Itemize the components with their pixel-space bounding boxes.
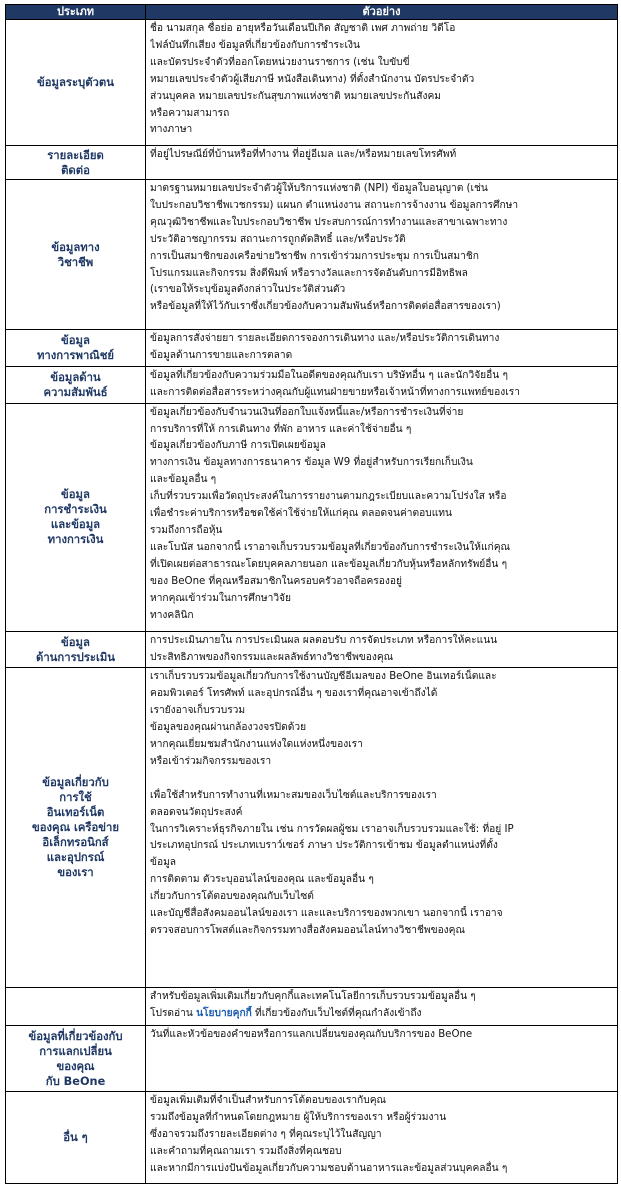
row-category	[6, 1026, 146, 1092]
category-line: อินเทอร์เน็ต	[46, 806, 105, 820]
example-line: หากคุณเยี่ยมชมสำนักงานแห่งใดแห่งหนึ่งของเรา	[150, 739, 363, 751]
example-line: ใบประกอบวิชาชีพเวชกรรม) แผนก ตำแหน่งงาน สถานะการจ้างงาน ข้อมูลการศึกษา	[150, 199, 519, 211]
category-line: ข้อมูล	[61, 488, 90, 502]
category-line: การใช้	[59, 791, 92, 805]
category-line: อิเล็กทรอนิกส์	[42, 836, 109, 850]
table-row	[6, 631, 618, 668]
example-line: โปรแกรมและกิจกรรม สิ่งตีพิมพ์ หรือรางวัลและการจัดอันดับการมีอิทธิพล	[150, 267, 468, 279]
category-line: และอุปกรณ์	[46, 851, 105, 865]
example-line: รวมถึงข้อมูลที่กำหนดโดยกฎหมาย ผู้ให้บริการของเรา หรือผู้ร่วมงาน	[150, 1112, 447, 1124]
example-line: และโบนัส นอกจากนี้ เราอาจเก็บรวบรวมข้อมูลที่เกี่ยวข้องกับการชำระเงินให้แก่คุณ	[150, 541, 510, 553]
row-example	[146, 1026, 618, 1092]
example-line: ไฟล์บันทึกเสียง ข้อมูลที่เกี่ยวข้องกับการชำระเงิน	[150, 39, 360, 51]
example-line: ของ BeOne ที่คุณหรือสมาชิกในครอบครัวอาจถือครองอยู่	[150, 575, 402, 587]
row-example	[146, 146, 618, 180]
category-line: ทางการเงิน	[47, 533, 104, 547]
category-line: การแลกเปลี่ยน	[39, 1044, 112, 1058]
row-example	[146, 1092, 618, 1184]
cookie-policy-line	[150, 1006, 613, 1023]
table-row	[6, 146, 618, 180]
row-category	[6, 330, 146, 367]
example-line: มาตรฐานหมายเลขประจำตัวผู้ให้บริการแห่งชาติ (NPI) ข้อมูลใบอนุญาต (เช่น	[150, 183, 488, 194]
category-line: ด้านการประเมิน	[36, 650, 115, 664]
category-line: ของคุณ เครือข่าย	[32, 821, 119, 835]
row-example	[146, 180, 618, 330]
row-category	[6, 631, 146, 668]
table-row	[6, 1092, 618, 1184]
category-line: และข้อมูล	[50, 518, 101, 532]
example-line: หรือความสามารถ	[150, 107, 230, 119]
example-line: ข้อมูลด้านการขายและการตลาด	[150, 349, 293, 361]
row-category	[6, 988, 146, 1026]
example-line: (เราขอให้ระบุข้อมูลดังกล่าวในประวัติส่วนตัว	[150, 284, 346, 296]
table-header-row	[6, 5, 618, 20]
example-line: ข้อมูลการสั่งจ่ายยา รายละเอียดการจองการเดินทาง และ/หรือประวัติการเดินทาง	[150, 333, 500, 344]
example-line: หรือข้อมูลที่ให้ไว้กับเราซึ่งเกี่ยวข้องกับความสัมพันธ์หรือการติดต่อสื่อสารของเรา)	[150, 301, 501, 313]
example-line: ทางคลินิก	[150, 609, 194, 621]
example-line: ตรวจสอบการโพสต์และกิจกรรมทางสื่อสังคมออนไลน์ทางวิชาชีพของคุณ	[150, 925, 465, 937]
row-example	[146, 366, 618, 403]
example-line: และการติดต่อสื่อสารระหว่างคุณกับผู้แทนฝ่ายขายหรือเจ้าหน้าที่ทางการแพทย์ของเรา	[150, 386, 520, 398]
row-example	[146, 330, 618, 367]
example-line: ทางการเงิน ข้อมูลทางการธนาคาร ข้อมูล W9 ที่อยู่สำหรับการเรียกเก็บเงิน	[150, 457, 473, 469]
row-example	[146, 631, 618, 668]
row-category	[6, 366, 146, 403]
example-line: และบัตรประจำตัวที่ออกโดยหน่วยงานราชการ (เช่น ใบขับขี่	[150, 56, 410, 68]
table-row	[6, 180, 618, 330]
category-line: ความสัมพันธ์	[43, 385, 108, 399]
category-line: การชำระเงิน	[44, 503, 107, 517]
category-line: กับ BeOne	[45, 1074, 106, 1088]
row-example	[146, 20, 618, 146]
example-line: การเป็นสมาชิกของเครือข่ายวิชาชีพ การเข้าร่วมการประชุม การเป็นสมาชิก	[150, 250, 479, 262]
row-category	[6, 403, 146, 631]
table-row	[6, 988, 618, 1026]
example-line: คอมพิวเตอร์ โทรศัพท์ และอุปกรณ์อื่น ๆ ของเราที่คุณอาจเข้าถึงได้	[150, 688, 438, 700]
table-row	[6, 366, 618, 403]
example-line: ประสิทธิภาพของกิจกรรมและผลลัพธ์ทางวิชาชีพของคุณ	[150, 651, 394, 663]
example-line: และหากมีการแบ่งปันข้อมูลเกี่ยวกับความชอบด้านอาหารและข้อมูลส่วนบุคคลอื่น ๆ	[150, 1163, 508, 1175]
example-line: เพื่อใช้สำหรับการทำงานที่เหมาะสมของเว็บไซต์และบริการของเรา	[150, 789, 437, 801]
table-row	[6, 668, 618, 988]
category-line: ข้อมูลเกี่ยวกับ	[42, 776, 109, 790]
row-example	[146, 668, 618, 988]
table-row	[6, 330, 618, 367]
example-line: คุณวุฒิวิชาชีพและใบประกอบวิชาชีพ ประสบการณ์การทำงานและสาขาเฉพาะทาง	[150, 216, 508, 228]
row-category	[6, 180, 146, 330]
example-line: ตลอดจนวัตถุประสงค์	[150, 806, 243, 818]
example-line: ข้อมูลของคุณผ่านกล้องวงจรปิดด้วย	[150, 722, 307, 734]
example-line: ส่วนบุคคล หมายเลขประกันสุขภาพแห่งชาติ หมายเลขประกันสังคม	[150, 90, 441, 102]
row-category	[6, 668, 146, 988]
example-line: วันที่และหัวข้อของคำขอหรือการแลกเปลี่ยนของคุณกับบริการของ BeOne	[150, 1029, 473, 1041]
table-row	[6, 20, 618, 146]
example-line: การประเมินภายใน การประเมินผล ผลตอบรับ การจัดประเภท หรือการให้คะแนน	[150, 634, 498, 646]
table-row	[6, 1026, 618, 1092]
cookie-policy-link[interactable]: นโยบายคุกกี้	[196, 1008, 252, 1020]
category-line: ข้อมูลระบุตัวตน	[37, 76, 114, 89]
example-line: การบริการที่ให้ การเดินทาง ที่พัก อาหาร และค่าใช้จ่ายอื่น ๆ	[150, 423, 412, 435]
example-line: และคำถามที่คุณถามเรา รวมถึงสิ่งที่คุณชอบ	[150, 1146, 342, 1158]
example-line: หรือเข้าร่วมกิจกรรมของเรา	[150, 755, 272, 767]
cookie-line-before: โปรดอ่าน	[150, 1008, 197, 1020]
category-line: ข้อมูล	[61, 333, 90, 347]
example-line: ที่อยู่ไปรษณีย์ที่บ้านหรือที่ทำงาน ที่อยู่อีเมล และ/หรือหมายเลขโทรศัพท์	[150, 149, 457, 160]
example-line: หมายเลขประจำตัวผู้เสียภาษี หนังสือเดินทาง) ที่ตั้งสำนักงาน บัตรประจำตัว	[150, 73, 475, 85]
example-line: ข้อมูลเกี่ยวข้องกับภาษี การเปิดเผยข้อมูล	[150, 440, 326, 452]
header-example: ตัวอย่าง	[146, 5, 618, 20]
example-line: ในการวิเคราะห์ธุรกิจภายใน เช่น การวัดผลผู้ชม เราอาจเก็บรวบรวมและใช้: ที่อยู่ IP	[150, 823, 514, 835]
category-line: ของคุณ	[56, 1059, 95, 1073]
example-line: เรายังอาจเก็บรวบรวม	[150, 705, 246, 717]
category-line: อื่น ๆ	[63, 1131, 88, 1145]
example-line: ข้อมูลเพิ่มเติมที่จำเป็นสำหรับการโต้ตอบของเรากับคุณ	[150, 1095, 386, 1107]
row-category	[6, 20, 146, 146]
row-example	[146, 988, 618, 1026]
category-line: รายละเอียด	[47, 148, 104, 162]
example-line: และข้อมูลอื่น ๆ	[150, 474, 217, 486]
category-line: ข้อมูลด้าน	[50, 370, 101, 384]
category-line: ข้อมูลทาง	[51, 240, 100, 254]
example-line: ประเภทอุปกรณ์ ประเภทเบราว์เซอร์ ภาษา ประวัติการเข้าชม ข้อมูลตำแหน่งที่ตั้ง	[150, 840, 498, 852]
example-line: ชื่อ นามสกุล ชื่อย่อ อายุหรือวันเดือนปีเกิด สัญชาติ เพศ ภาพถ่าย วิดีโอ	[150, 23, 456, 34]
category-line: วิชาชีพ	[57, 255, 94, 269]
example-line: เราเก็บรวบรวมข้อมูลเกี่ยวกับการใช้งานบัญชีอีเมลของ BeOne อินเทอร์เน็ตและ	[150, 671, 497, 683]
example-line: การติดตาม ตัวระบุออนไลน์ของคุณ และข้อมูลอื่น ๆ	[150, 874, 374, 886]
example-line: ซึ่งอาจรวมถึงรายละเอียดต่าง ๆ ที่คุณระบุไว้ในสัญญา	[150, 1129, 382, 1141]
category-line: ทางการพาณิชย์	[36, 348, 115, 362]
example-line: ที่เปิดเผยต่อสาธารณะโดยบุคคลภายนอก และข้อมูลเกี่ยวกับหุ้นหรือหลักทรัพย์อื่น ๆ	[150, 558, 508, 570]
example-line: ข้อมูลเกี่ยวข้องกับจำนวนเงินที่ออกใบแจ้งหนี้และ/หรือการชำระเงินที่จ่าย	[150, 406, 464, 418]
example-line: เก็บที่รวบรวมเพื่อวัตถุประสงค์ในการรายงานตามกฎระเบียบและความโปร่งใส หรือ	[150, 491, 507, 503]
category-line: ข้อมูลที่เกี่ยวข้องกับ	[28, 1029, 123, 1043]
example-line: สำหรับข้อมูลเพิ่มเติมเกี่ยวกับคุกกี้และเทคโนโลยีการเก็บรวบรวมข้อมูลอื่น ๆ	[150, 991, 476, 1003]
table-body	[6, 20, 618, 1184]
category-line: ข้อมูล	[61, 635, 90, 649]
example-line: ข้อมูล	[150, 857, 177, 869]
row-category	[6, 1092, 146, 1184]
example-line: รวมถึงการถือหุ้น	[150, 524, 223, 536]
example-line: ข้อมูลที่เกี่ยวข้องกับความร่วมมือในอดีตของคุณกับเรา บริษัทอื่น ๆ และนักวิจัยอื่น ๆ	[150, 369, 508, 381]
category-line: ติดต่อ	[61, 163, 90, 177]
example-line: และบัญชีสื่อสังคมออนไลน์ของเรา และและบริการของพวกเขา นอกจากนี้ เราอาจ	[150, 908, 503, 920]
table-row	[6, 403, 618, 631]
example-line: ประวัติอาชญากรรม สถานะการถูกตัดสิทธิ์ และ/หรือประวัติ	[150, 233, 406, 245]
cookie-line-after: ที่เกี่ยวข้องกับเว็บไซต์ที่คุณกำลังเข้าถึง	[251, 1008, 422, 1020]
blank-line	[150, 771, 613, 788]
example-line: เกี่ยวกับการโต้ตอบของคุณกับเว็บไซต์	[150, 891, 314, 903]
personal-data-table	[5, 4, 618, 1184]
example-line: หากคุณเข้าร่วมในการศึกษาวิจัย	[150, 592, 291, 604]
category-line: ของเรา	[57, 866, 94, 880]
example-line: เพื่อชำระค่าบริการหรือชดใช้ค่าใช้จ่ายให้แก่คุณ ตลอดจนค่าตอบแทน	[150, 508, 452, 520]
header-category: ประเภท	[6, 5, 146, 20]
row-category	[6, 146, 146, 180]
row-example	[146, 403, 618, 631]
example-line: ทางภาษา	[150, 124, 193, 136]
